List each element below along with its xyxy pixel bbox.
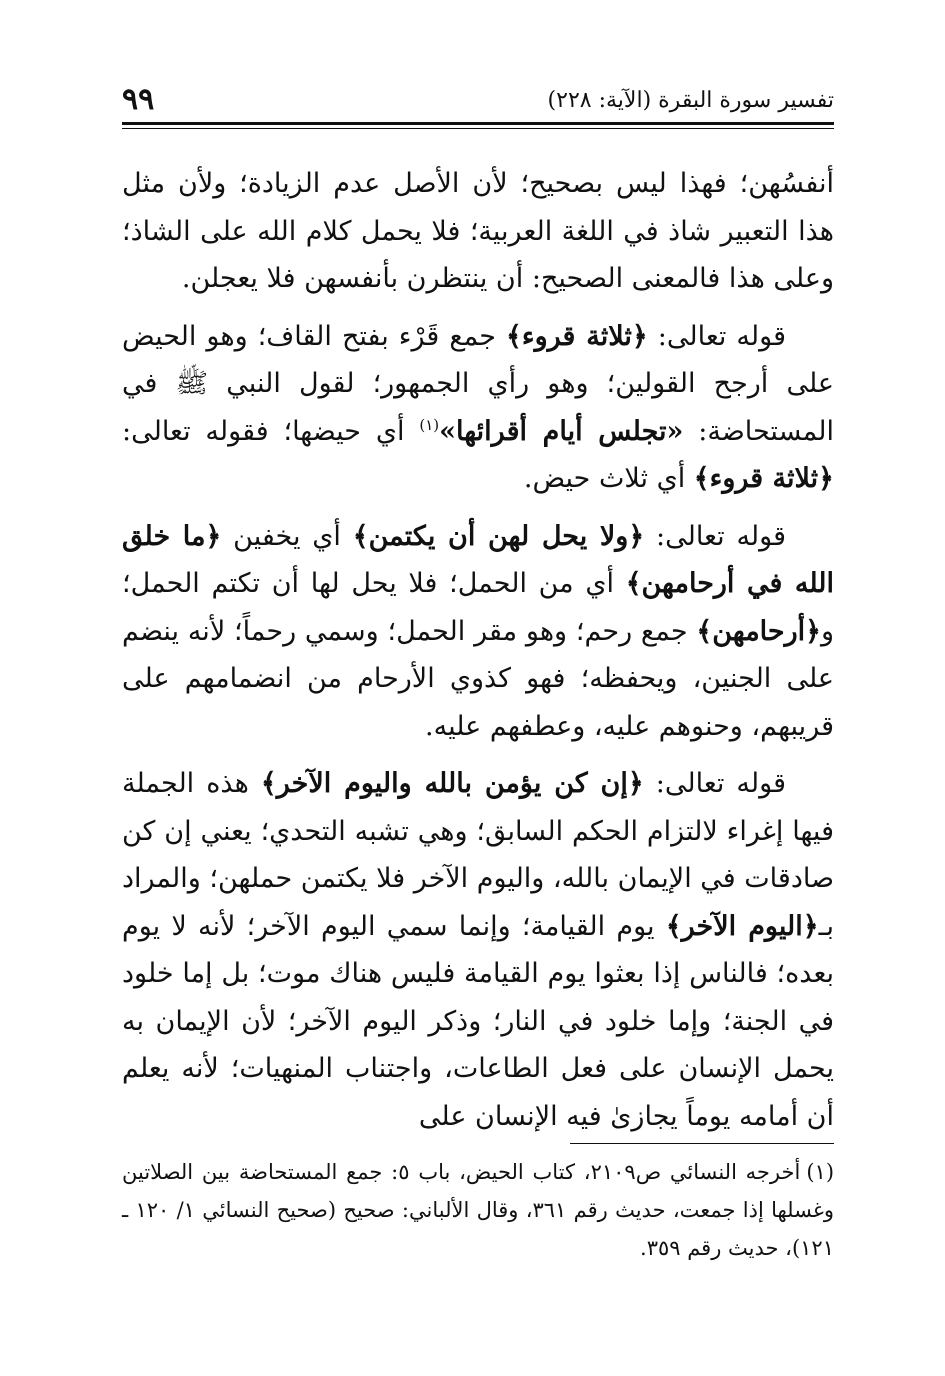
paragraph-1 [122,160,834,303]
footnote-marker: (١) [806,1160,835,1184]
header-rule-thick [122,122,834,125]
footnote-1 [122,1153,834,1267]
body-text: أي من الحمل؛ فلا يحل لها أن تكتم الحمل؛ و [122,568,834,647]
quran-quote: ﴿أرحامهن﴾ [696,615,821,647]
page-number: ٩٩ [122,82,155,117]
body-text: قوله تعالى: [643,768,786,799]
footnote-reference: (١) [419,415,440,434]
quran-quote: ﴿إن كن يؤمن بالله واليوم الآخر﴾ [260,768,644,799]
footnote-separator [570,1143,834,1144]
body-text: يوم القيامة؛ وإنما سمي اليوم الآخر؛ لأنه لا يوم بعده؛ فالناس إذا بعثوا يوم القيامة فليس هناك موت؛ بل إما خلود في الجنة؛ وإما خلود في النار؛ وذكر اليوم الآخر؛ لأن الإيمان به يحمل الإنسان على فعل الطاعات، واجتناب المنهيات؛ لأنه يعلم أن أمامه يوماً يجازىٰ فيه الإنسان على [122,910,834,1132]
running-title: تفسير سورة البقرة (الآية: ٢٢٨) [547,88,834,113]
body-text: هذه الجملة فيها إغراء لالتزام الحكم السابق؛ وهي تشبه التحدي؛ يعني إن كن صادقات في الإيمان بالله، واليوم الآخر فلا يكتمن حملهن؛ والمراد بـ [122,768,834,942]
body-text: أنفسُهن؛ فهذا ليس بصحيح؛ لأن الأصل عدم الزيادة؛ ولأن مثل هذا التعبير شاذ في اللغة العربية؛ فلا يحمل كلام الله على الشاذ؛ وعلى هذا فالمعنى الصحيح: أن ينتظرن بأنفسهن فلا يعجلن. [122,168,834,294]
page-header [122,82,834,122]
quran-quote: ﴿ثلاثة قروء﴾ [506,320,648,352]
main-text [122,160,834,1140]
footnote-text: أخرجه النسائي ص٢١٠٩، كتاب الحيض، باب ٥: جمع المستحاضة بين الصلاتين وغسلها إذا جمعت، حديث رقم ٣٦١، وقال الألباني: صحيح (صحيح النسائي ١/ ١٢٠ ـ ١٢١)، حديث رقم ٣٥٩. [122,1160,834,1260]
hadith-quote: «تجلس أيام أقرائها» [439,415,684,447]
quran-quote: ﴿ولا يحل لهن أن يكتمن﴾ [352,520,645,552]
paragraph-3 [122,513,834,751]
body-text: أي يخفين [221,520,353,552]
body-text: أي حيضها؛ فقوله تعالى: [122,415,420,447]
footnotes [122,1153,834,1267]
body-text: جمع رحم؛ وهو مقر الحمل؛ وسمي رحماً؛ لأنه ينضم على الجنين، ويحفظه؛ فهو كذوي الأرحام من انضمامهم على قريبهم، وحنوهم عليه، وعطفهم عليه. [122,615,834,742]
body-text: جمع قَرْء بفتح القاف؛ وهو الحيض على أرجح القولين؛ وهو رأي الجمهور؛ لقول النبي ﷺ في المستحاضة: [122,320,835,447]
quran-quote: ﴿ما خلق الله في أرحامهن﴾ [122,520,835,599]
body-text: قوله تعالى: [644,520,787,552]
body-text: قوله تعالى: [647,320,786,352]
quran-quote: ﴿ثلاثة قروء﴾ [693,463,834,494]
body-text: أي ثلاث حيض. [523,463,694,494]
header-rule-thin [122,128,834,129]
quran-quote: ﴿اليوم الآخر﴾ [665,910,819,942]
paragraph-4 [122,760,834,1140]
paragraph-2 [122,313,834,503]
